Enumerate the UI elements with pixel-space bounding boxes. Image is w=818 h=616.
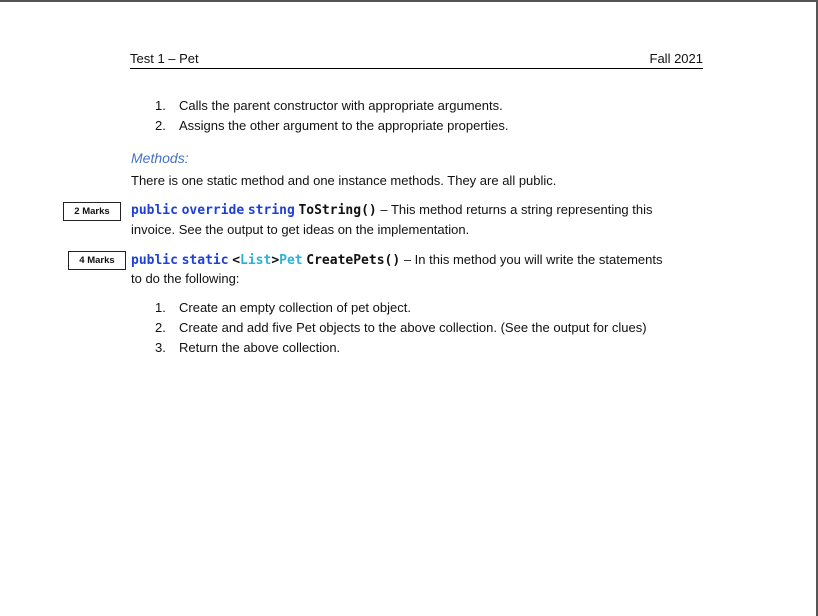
keyword-static: static xyxy=(181,253,229,268)
generic-open: < xyxy=(232,253,241,268)
list-number: 2. xyxy=(155,320,166,335)
page-header xyxy=(130,51,703,69)
list-number: 1. xyxy=(155,98,166,113)
marks-badge-createpets: 4 Marks xyxy=(68,251,126,270)
list-number: 3. xyxy=(155,340,166,355)
method-parens: () xyxy=(361,203,377,218)
tostring-description-cont: invoice. See the output to get ideas on the implementation. xyxy=(131,222,470,237)
type-list: List xyxy=(240,253,272,268)
keyword-public: public xyxy=(131,253,178,268)
list-item xyxy=(155,318,647,338)
generic-close: > xyxy=(271,253,280,268)
createpets-steps-list xyxy=(155,298,647,358)
method-parens: () xyxy=(384,253,401,268)
methods-heading: Methods: xyxy=(131,150,189,166)
list-text: Return the above collection. xyxy=(179,340,341,355)
list-item xyxy=(155,96,509,116)
method-name-createpets: CreatePets xyxy=(306,253,385,268)
marks-badge-tostring: 2 Marks xyxy=(63,202,121,221)
list-item xyxy=(155,116,509,136)
list-number: 2. xyxy=(155,118,166,133)
header-title: Test 1 – Pet xyxy=(130,51,199,66)
methods-intro: There is one static method and one instance methods. They are all public. xyxy=(131,173,557,188)
method-name-tostring: ToString xyxy=(298,203,362,218)
list-item xyxy=(155,298,647,318)
createpets-description: – In this method you will write the statements xyxy=(400,252,663,267)
type-pet: Pet xyxy=(279,253,303,268)
list-text: Calls the parent constructor with appropriate arguments. xyxy=(179,98,503,113)
keyword-override: override xyxy=(181,203,245,218)
list-number: 1. xyxy=(155,300,166,315)
tostring-description: – This method returns a string representing this xyxy=(376,202,653,217)
keyword-string: string xyxy=(247,203,295,218)
keyword-public: public xyxy=(131,203,178,218)
constructor-steps-list xyxy=(155,96,509,136)
createpets-signature xyxy=(131,250,663,271)
tostring-signature xyxy=(131,200,653,221)
list-text: Create an empty collection of pet object. xyxy=(179,300,411,315)
list-item xyxy=(155,338,647,358)
list-text: Assigns the other argument to the appropriate properties. xyxy=(179,118,509,133)
list-text: Create and add five Pet objects to the above collection. (See the output for clues) xyxy=(179,320,647,335)
createpets-description-cont: to do the following: xyxy=(131,271,240,286)
header-term: Fall 2021 xyxy=(649,51,703,66)
